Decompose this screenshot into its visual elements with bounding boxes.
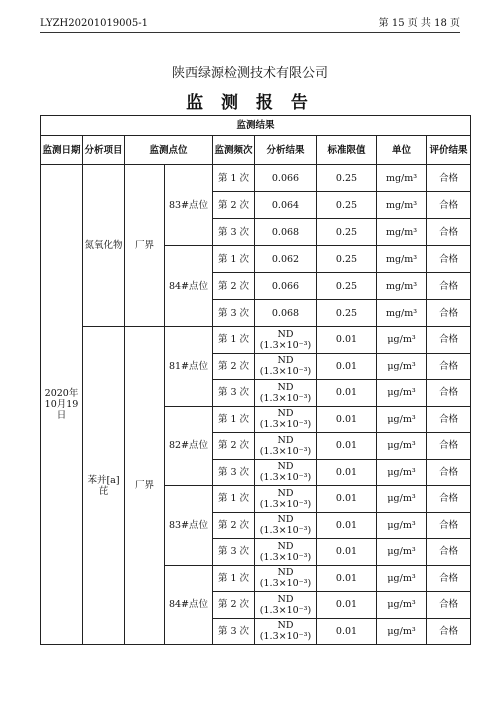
evaluation-cell: 合格 bbox=[427, 246, 471, 273]
evaluation-cell: 合格 bbox=[427, 353, 471, 380]
frequency-cell: 第 1 次 bbox=[213, 327, 255, 354]
result-value: ND bbox=[277, 461, 294, 473]
unit-cell: μg/m³ bbox=[377, 565, 427, 592]
page-header bbox=[40, 14, 460, 33]
frequency-cell: 第 1 次 bbox=[213, 486, 255, 513]
result-detection-limit: (1.3×10⁻³) bbox=[259, 631, 312, 643]
frequency-cell: 第 3 次 bbox=[213, 539, 255, 566]
result-cell bbox=[255, 433, 317, 460]
col-header-freq: 监测频次 bbox=[213, 136, 255, 165]
evaluation-cell: 合格 bbox=[427, 539, 471, 566]
monitoring-area: 厂界 bbox=[125, 327, 165, 645]
unit-cell: μg/m³ bbox=[377, 539, 427, 566]
standard-limit-cell: 0.01 bbox=[317, 327, 377, 354]
result-value: ND bbox=[277, 487, 294, 499]
standard-limit-cell: 0.01 bbox=[317, 512, 377, 539]
frequency-cell: 第 1 次 bbox=[213, 565, 255, 592]
evaluation-cell: 合格 bbox=[427, 406, 471, 433]
company-name: 陕西绿源检测技术有限公司 bbox=[171, 66, 328, 81]
evaluation-cell: 合格 bbox=[427, 165, 471, 192]
standard-limit-cell: 0.01 bbox=[317, 353, 377, 380]
evaluation-cell: 合格 bbox=[427, 192, 471, 219]
result-detection-limit: (1.3×10⁻³) bbox=[259, 472, 312, 484]
frequency-cell: 第 3 次 bbox=[213, 459, 255, 486]
result-cell bbox=[255, 273, 317, 300]
monitoring-point: 84#点位 bbox=[165, 565, 213, 645]
result-detection-limit: (1.3×10⁻³) bbox=[259, 339, 312, 351]
unit-cell: μg/m³ bbox=[377, 353, 427, 380]
result-cell bbox=[255, 300, 317, 327]
frequency-cell: 第 2 次 bbox=[213, 192, 255, 219]
frequency-cell: 第 3 次 bbox=[213, 618, 255, 645]
unit-cell: μg/m³ bbox=[377, 380, 427, 407]
standard-limit-cell: 0.01 bbox=[317, 592, 377, 619]
result-cell bbox=[255, 192, 317, 219]
standard-limit-cell: 0.25 bbox=[317, 165, 377, 192]
result-cell bbox=[255, 165, 317, 192]
unit-cell: μg/m³ bbox=[377, 618, 427, 645]
unit-cell: mg/m³ bbox=[377, 273, 427, 300]
result-value: 0.068 bbox=[271, 226, 300, 238]
result-detection-limit: (1.3×10⁻³) bbox=[259, 445, 312, 457]
evaluation-cell: 合格 bbox=[427, 618, 471, 645]
col-header-item: 分析项目 bbox=[83, 136, 125, 165]
monitoring-point: 83#点位 bbox=[165, 165, 213, 246]
unit-cell: μg/m³ bbox=[377, 592, 427, 619]
monitoring-point: 83#点位 bbox=[165, 486, 213, 566]
result-value: 0.066 bbox=[271, 172, 300, 184]
frequency-cell: 第 3 次 bbox=[213, 219, 255, 246]
unit-cell: μg/m³ bbox=[377, 486, 427, 513]
col-header-result: 分析结果 bbox=[255, 136, 317, 165]
unit-cell: μg/m³ bbox=[377, 327, 427, 354]
table-row bbox=[41, 327, 471, 354]
standard-limit-cell: 0.01 bbox=[317, 406, 377, 433]
col-header-eval: 评价结果 bbox=[427, 136, 471, 165]
monitoring-point: 84#点位 bbox=[165, 246, 213, 327]
result-cell bbox=[255, 539, 317, 566]
column-headers bbox=[41, 136, 471, 165]
result-value: ND bbox=[277, 514, 294, 526]
unit-cell: mg/m³ bbox=[377, 165, 427, 192]
doc-id: LYZH20201019005-1 bbox=[40, 18, 148, 29]
col-header-unit: 单位 bbox=[377, 136, 427, 165]
result-cell bbox=[255, 565, 317, 592]
result-value: ND bbox=[277, 355, 294, 367]
analysis-item: 苯并[a]芘 bbox=[83, 327, 125, 645]
unit-cell: mg/m³ bbox=[377, 219, 427, 246]
standard-limit-cell: 0.01 bbox=[317, 380, 377, 407]
page-info: 第 15 页 共 18 页 bbox=[378, 18, 460, 29]
result-value: ND bbox=[277, 328, 294, 340]
frequency-cell: 第 1 次 bbox=[213, 406, 255, 433]
frequency-cell: 第 1 次 bbox=[213, 246, 255, 273]
result-cell bbox=[255, 486, 317, 513]
standard-limit-cell: 0.01 bbox=[317, 433, 377, 460]
result-detection-limit: (1.3×10⁻³) bbox=[259, 392, 312, 404]
result-detection-limit: (1.3×10⁻³) bbox=[259, 525, 312, 537]
frequency-cell: 第 3 次 bbox=[213, 300, 255, 327]
result-cell bbox=[255, 406, 317, 433]
standard-limit-cell: 0.25 bbox=[317, 300, 377, 327]
standard-limit-cell: 0.01 bbox=[317, 565, 377, 592]
result-cell bbox=[255, 512, 317, 539]
result-detection-limit: (1.3×10⁻³) bbox=[259, 551, 312, 563]
evaluation-cell: 合格 bbox=[427, 486, 471, 513]
evaluation-cell: 合格 bbox=[427, 433, 471, 460]
table-body bbox=[41, 165, 471, 645]
evaluation-cell: 合格 bbox=[427, 380, 471, 407]
result-value: ND bbox=[277, 408, 294, 420]
result-value: ND bbox=[277, 381, 294, 393]
result-value: 0.068 bbox=[271, 307, 300, 319]
result-value: 0.066 bbox=[271, 280, 300, 292]
result-cell bbox=[255, 327, 317, 354]
unit-cell: mg/m³ bbox=[377, 246, 427, 273]
monitoring-point: 81#点位 bbox=[165, 327, 213, 407]
unit-cell: μg/m³ bbox=[377, 459, 427, 486]
evaluation-cell: 合格 bbox=[427, 592, 471, 619]
standard-limit-cell: 0.01 bbox=[317, 539, 377, 566]
standard-limit-cell: 0.01 bbox=[317, 486, 377, 513]
frequency-cell: 第 2 次 bbox=[213, 512, 255, 539]
frequency-cell: 第 2 次 bbox=[213, 433, 255, 460]
result-detection-limit: (1.3×10⁻³) bbox=[259, 419, 312, 431]
result-detection-limit: (1.3×10⁻³) bbox=[259, 604, 312, 616]
monitoring-date: 2020年10月19日 bbox=[41, 165, 83, 645]
evaluation-cell: 合格 bbox=[427, 300, 471, 327]
evaluation-cell: 合格 bbox=[427, 565, 471, 592]
result-value: ND bbox=[277, 567, 294, 579]
unit-cell: μg/m³ bbox=[377, 406, 427, 433]
standard-limit-cell: 0.25 bbox=[317, 273, 377, 300]
evaluation-cell: 合格 bbox=[427, 512, 471, 539]
result-cell bbox=[255, 459, 317, 486]
result-detection-limit: (1.3×10⁻³) bbox=[259, 578, 312, 590]
result-value: ND bbox=[277, 593, 294, 605]
result-value: 0.062 bbox=[271, 253, 300, 265]
evaluation-cell: 合格 bbox=[427, 459, 471, 486]
col-header-point: 监测点位 bbox=[125, 136, 213, 165]
frequency-cell: 第 1 次 bbox=[213, 165, 255, 192]
result-cell bbox=[255, 380, 317, 407]
standard-limit-cell: 0.25 bbox=[317, 219, 377, 246]
frequency-cell: 第 2 次 bbox=[213, 273, 255, 300]
result-detection-limit: (1.3×10⁻³) bbox=[259, 366, 312, 378]
result-value: ND bbox=[277, 540, 294, 552]
unit-cell: mg/m³ bbox=[377, 300, 427, 327]
standard-limit-cell: 0.01 bbox=[317, 618, 377, 645]
result-detection-limit: (1.3×10⁻³) bbox=[259, 498, 312, 510]
table-caption: 监测结果 bbox=[41, 116, 471, 136]
result-cell bbox=[255, 246, 317, 273]
col-header-date: 监测日期 bbox=[41, 136, 83, 165]
result-cell bbox=[255, 353, 317, 380]
monitoring-area: 厂界 bbox=[125, 165, 165, 327]
frequency-cell: 第 2 次 bbox=[213, 353, 255, 380]
standard-limit-cell: 0.25 bbox=[317, 246, 377, 273]
frequency-cell: 第 2 次 bbox=[213, 592, 255, 619]
frequency-cell: 第 3 次 bbox=[213, 380, 255, 407]
result-value: 0.064 bbox=[271, 199, 300, 211]
col-header-limit: 标准限值 bbox=[317, 136, 377, 165]
analysis-item: 氮氧化物 bbox=[83, 165, 125, 327]
table-row bbox=[41, 165, 471, 192]
result-cell bbox=[255, 592, 317, 619]
result-cell bbox=[255, 219, 317, 246]
result-value: ND bbox=[277, 620, 294, 632]
evaluation-cell: 合格 bbox=[427, 219, 471, 246]
unit-cell: μg/m³ bbox=[377, 512, 427, 539]
report-title: 监 测 报 告 bbox=[186, 93, 314, 113]
monitoring-results-table bbox=[40, 115, 471, 645]
monitoring-point: 82#点位 bbox=[165, 406, 213, 486]
standard-limit-cell: 0.01 bbox=[317, 459, 377, 486]
standard-limit-cell: 0.25 bbox=[317, 192, 377, 219]
evaluation-cell: 合格 bbox=[427, 327, 471, 354]
result-value: ND bbox=[277, 434, 294, 446]
unit-cell: mg/m³ bbox=[377, 192, 427, 219]
result-cell bbox=[255, 618, 317, 645]
unit-cell: μg/m³ bbox=[377, 433, 427, 460]
evaluation-cell: 合格 bbox=[427, 273, 471, 300]
